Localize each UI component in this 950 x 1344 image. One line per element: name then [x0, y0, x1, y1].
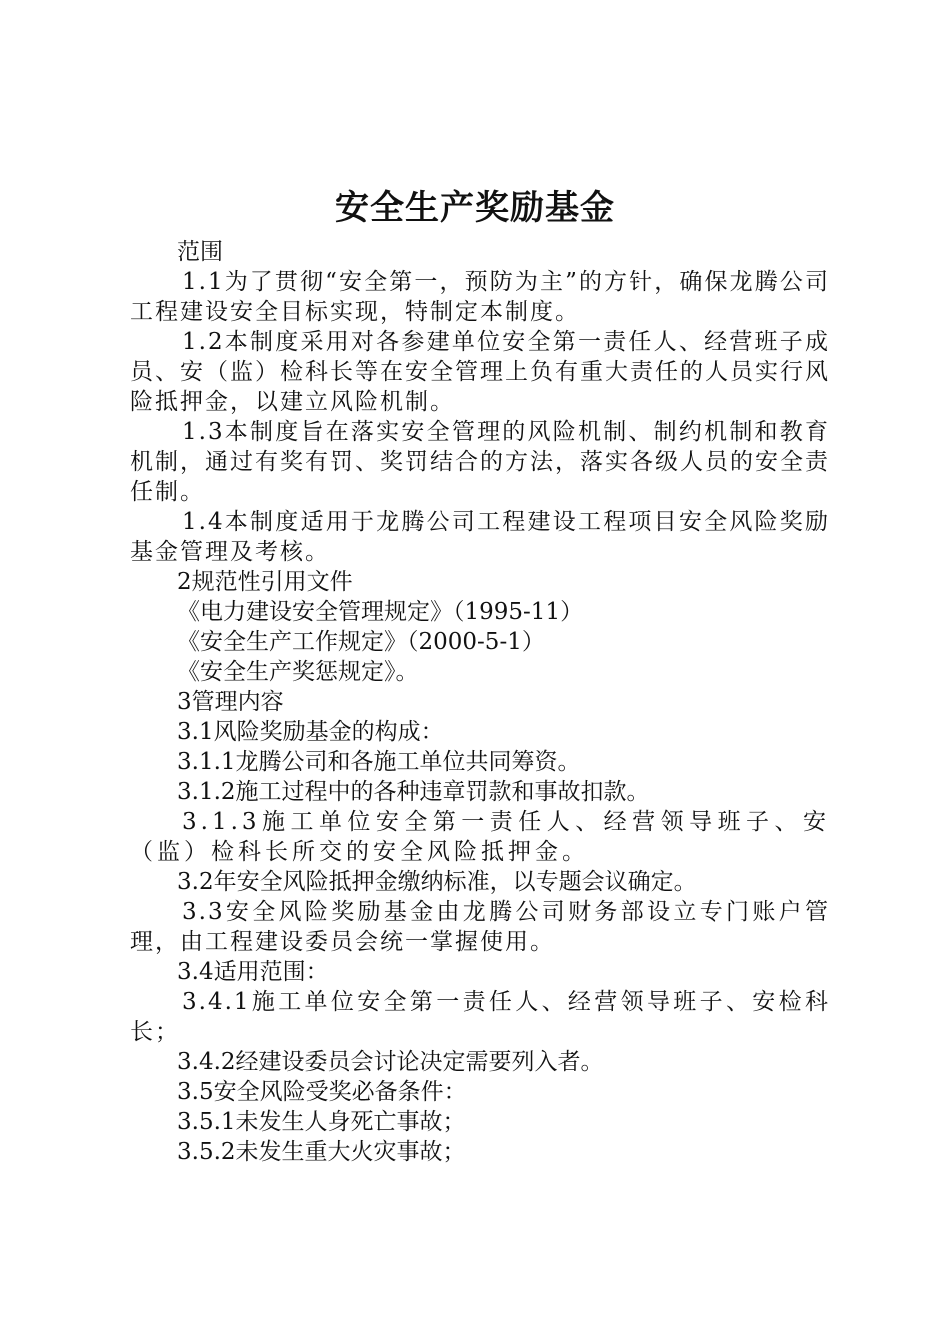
reference-1: 《电力建设安全管理规定》（1995-11） — [177, 599, 584, 625]
reference-2: 《安全生产工作规定》（2000-5-1） — [177, 629, 545, 655]
paragraph-scope: 范围 — [177, 239, 223, 265]
paragraph-3-1: 3.1风险奖励基金的构成： — [177, 719, 444, 745]
paragraph-3-5: 3.5安全风险受奖必备条件： — [177, 1079, 467, 1105]
paragraph-1-1: 1.1为了贯彻“安全第一，预防为主”的方针，确保龙腾公司工程建设安全目标实现，特制定本制度。 — [130, 269, 830, 325]
paragraph-3-1-1: 3.1.1龙腾公司和各施工单位共同筹资。 — [177, 749, 581, 775]
paragraph-3-4-2: 3.4.2经建设委员会讨论决定需要列入者。 — [177, 1049, 604, 1075]
section-2-heading: 2规范性引用文件 — [177, 569, 353, 595]
section-3-heading: 3管理内容 — [177, 689, 284, 715]
paragraph-1-3: 1.3本制度旨在落实安全管理的风险机制、制约机制和教育机制，通过有奖有罚、奖罚结合的方法，落实各级人员的安全责任制。 — [130, 419, 830, 505]
reference-3: 《安全生产奖惩规定》。 — [177, 659, 419, 685]
paragraph-3-4-1: 3.4.1施工单位安全第一责任人、经营领导班子、安检科长； — [130, 989, 830, 1045]
document-body — [130, 237, 830, 1167]
paragraph-3-1-2: 3.1.2施工过程中的各种违章罚款和事故扣款。 — [177, 779, 650, 805]
paragraph-3-5-2: 3.5.2未发生重大火灾事故； — [177, 1139, 466, 1165]
paragraph-3-5-1: 3.5.1未发生人身死亡事故； — [177, 1109, 466, 1135]
paragraph-1-4: 1.4本制度适用于龙腾公司工程建设工程项目安全风险奖励基金管理及考核。 — [130, 509, 830, 565]
document-title: 安全生产奖励基金 — [335, 188, 615, 228]
paragraph-3-2: 3.2年安全风险抵押金缴纳标准，以专题会议确定。 — [177, 869, 697, 895]
paragraph-3-4: 3.4适用范围： — [177, 959, 329, 985]
paragraph-3-3: 3.3安全风险奖励基金由龙腾公司财务部设立专门账户管理，由工程建设委员会统一掌握使用。 — [130, 899, 830, 955]
paragraph-1-2: 1.2本制度采用对各参建单位安全第一责任人、经营班子成员、安（监）检科长等在安全管理上负有重大责任的人员实行风险抵押金，以建立风险机制。 — [130, 329, 830, 415]
paragraph-3-1-3: 3.1.3施工单位安全第一责任人、经营领导班子、安（监）检科长所交的安全风险抵押金。 — [130, 809, 830, 865]
